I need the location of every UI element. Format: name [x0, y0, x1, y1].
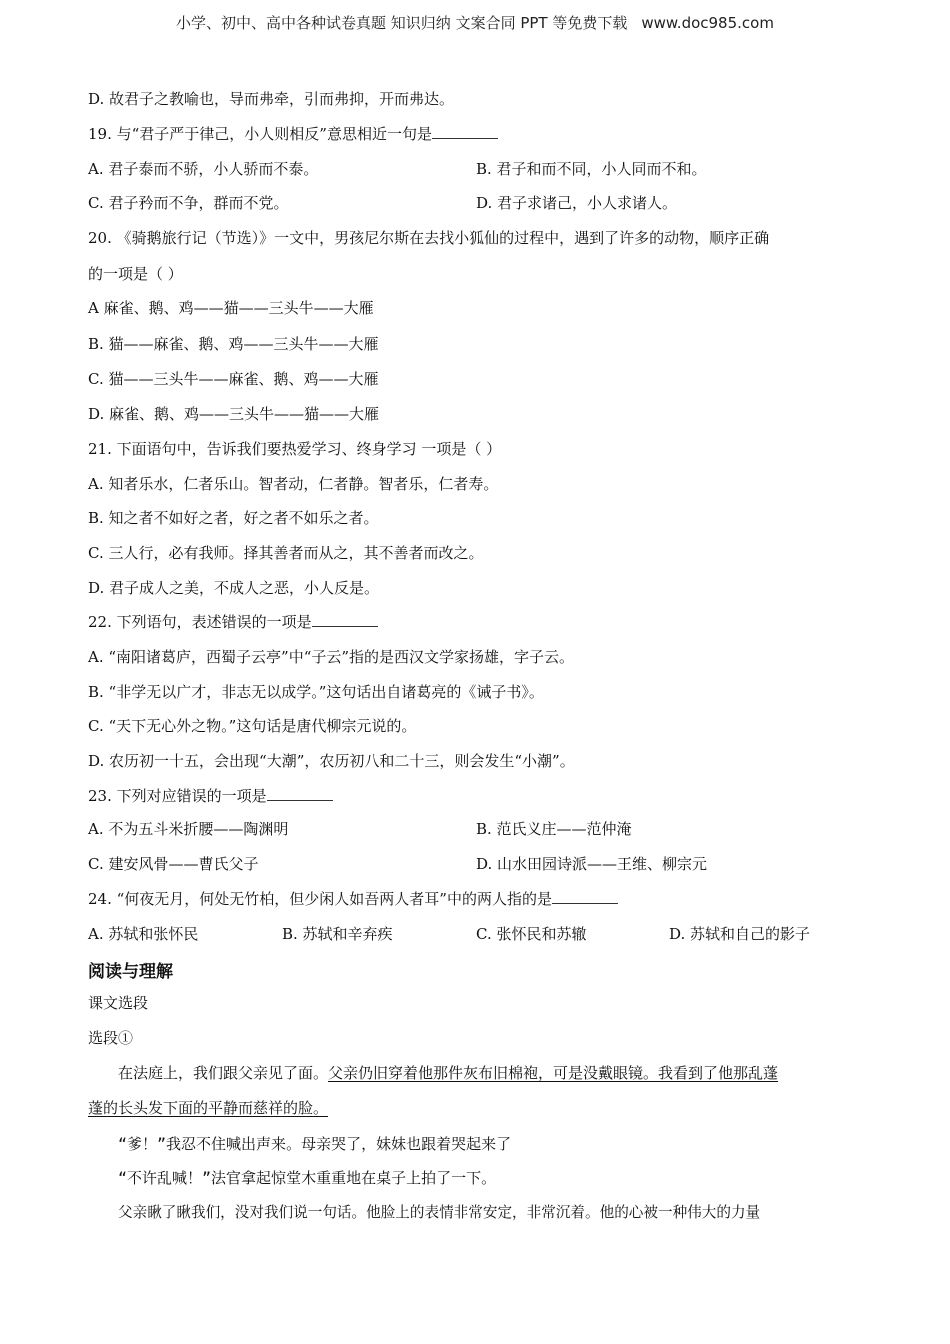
excerpt-label: 选段① [88, 1029, 134, 1047]
q19-option-b: B. 君子和而不同，小人同而不和。 [476, 160, 707, 178]
q23-option-b: B. 范氏义庄——范仲淹 [476, 820, 632, 838]
q21-option-d: D. 君子成人之美，不成人之恶，小人反是。 [88, 579, 380, 597]
answer-blank [552, 889, 618, 904]
section-title: 阅读与理解 [88, 962, 173, 982]
answer-blank [432, 124, 498, 139]
q21-option-b: B. 知之者不如好之者，好之者不如乐之者。 [88, 509, 379, 527]
q24-option-c: C. 张怀民和苏辙 [476, 925, 587, 943]
q23-option-d: D. 山水田园诗派——王维、柳宗元 [476, 855, 708, 873]
page-header [0, 12, 950, 33]
q22-option-c: C. “天下无心外之物。”这句话是唐代柳宗元说的。 [88, 717, 417, 735]
q22-stem-text: 22. 下列语句，表述错误的一项是 [88, 613, 312, 631]
header-url[interactable]: www.doc985.com [641, 14, 774, 32]
header-text: 小学、初中、高中各种试卷真题 知识归纳 文案合同 PPT 等免费下载 [176, 14, 628, 32]
paragraph-3: “不许乱喊！”法官拿起惊堂木重重地在桌子上拍了一下。 [118, 1169, 497, 1187]
q23-stem-text: 23. 下列对应错误的一项是 [88, 787, 267, 805]
q20-stem-line2: 的一项是（ ） [88, 265, 183, 283]
q22-option-a: A. “南阳诸葛庐，西蜀子云亭”中“子云”指的是西汉文学家扬雄，字子云。 [88, 648, 575, 666]
q21-stem: 21. 下面语句中，告诉我们要热爱学习、终身学习 一项是（ ） [88, 440, 502, 458]
q19-option-a: A. 君子泰而不骄，小人骄而不泰。 [88, 160, 319, 178]
q22-option-d: D. 农历初一十五，会出现“大潮”，农历初八和二十三，则会发生“小潮”。 [88, 752, 575, 770]
paragraph-1-line-2 [88, 1098, 860, 1118]
q24-stem-text: 24. “何夜无月，何处无竹柏，但少闲人如吾两人者耳”中的两人指的是 [88, 890, 552, 908]
q24-stem [88, 889, 618, 909]
q23-stem [88, 786, 333, 806]
q19-stem-text: 19. 与“君子严于律己，小人则相反”意思相近一句是 [88, 125, 432, 143]
p1-underlined: 父亲仍旧穿着他那件灰布旧棉袍，可是没戴眼镜。 [328, 1064, 659, 1082]
q18-option-d: D. 故君子之教喻也，导而弗牵，引而弗抑，开而弗达。 [88, 90, 455, 108]
q22-stem [88, 612, 378, 632]
section-subtitle: 课文选段 [88, 994, 149, 1012]
paragraph-1-line-1 [88, 1063, 860, 1083]
p1-rest: 我看到了他那乱蓬 [658, 1064, 779, 1082]
q21-option-c: C. 三人行，必有我师。择其善者而从之，其不善者而改之。 [88, 544, 484, 562]
q20-stem-line1: 20. 《骑鹅旅行记（节选）》一文中，男孩尼尔斯在去找小狐仙的过程中，遇到了许多的动物，顺序正确 [88, 229, 770, 247]
answer-blank [312, 612, 378, 627]
q20-option-c: C. 猫——三头牛——麻雀、鹅、鸡——大雁 [88, 370, 379, 388]
q21-option-a: A. 知者乐水，仁者乐山。智者动，仁者静。智者乐，仁者寿。 [88, 475, 499, 493]
paragraph-4: 父亲瞅了瞅我们，没对我们说一句话。他脸上的表情非常安定，非常沉着。他的心被一种伟大的力量 [118, 1204, 761, 1221]
q20-option-a: A 麻雀、鹅、鸡——猫——三头牛——大雁 [88, 299, 374, 317]
q24-option-a: A. 苏轼和张怀民 [88, 925, 199, 943]
q19-option-c: C. 君子矜而不争，群而不党。 [88, 194, 289, 212]
q19-stem [88, 124, 498, 144]
paragraph-2: “爹！”我忍不住喊出声来。母亲哭了，妹妹也跟着哭起来了 [118, 1135, 512, 1153]
q19-option-d: D. 君子求诸己，小人求诸人。 [476, 194, 678, 212]
p1-line2: 蓬的长头发下面的平静而慈祥的脸。 [88, 1099, 329, 1117]
q24-option-b: B. 苏轼和辛弃疾 [282, 925, 393, 943]
p1-plain: 在法庭上，我们跟父亲见了面。 [118, 1064, 329, 1082]
q22-option-b: B. “非学无以广才，非志无以成学。”这句话出自诸葛亮的《诫子书》。 [88, 683, 544, 701]
q24-option-d: D. 苏轼和自己的影子 [669, 925, 811, 943]
q20-option-b: B. 猫——麻雀、鹅、鸡——三头牛——大雁 [88, 335, 379, 353]
answer-blank [267, 786, 333, 801]
q20-option-d: D. 麻雀、鹅、鸡——三头牛——猫——大雁 [88, 405, 380, 423]
q23-option-c: C. 建安风骨——曹氏父子 [88, 855, 259, 873]
q23-option-a: A. 不为五斗米折腰——陶渊明 [88, 820, 289, 838]
